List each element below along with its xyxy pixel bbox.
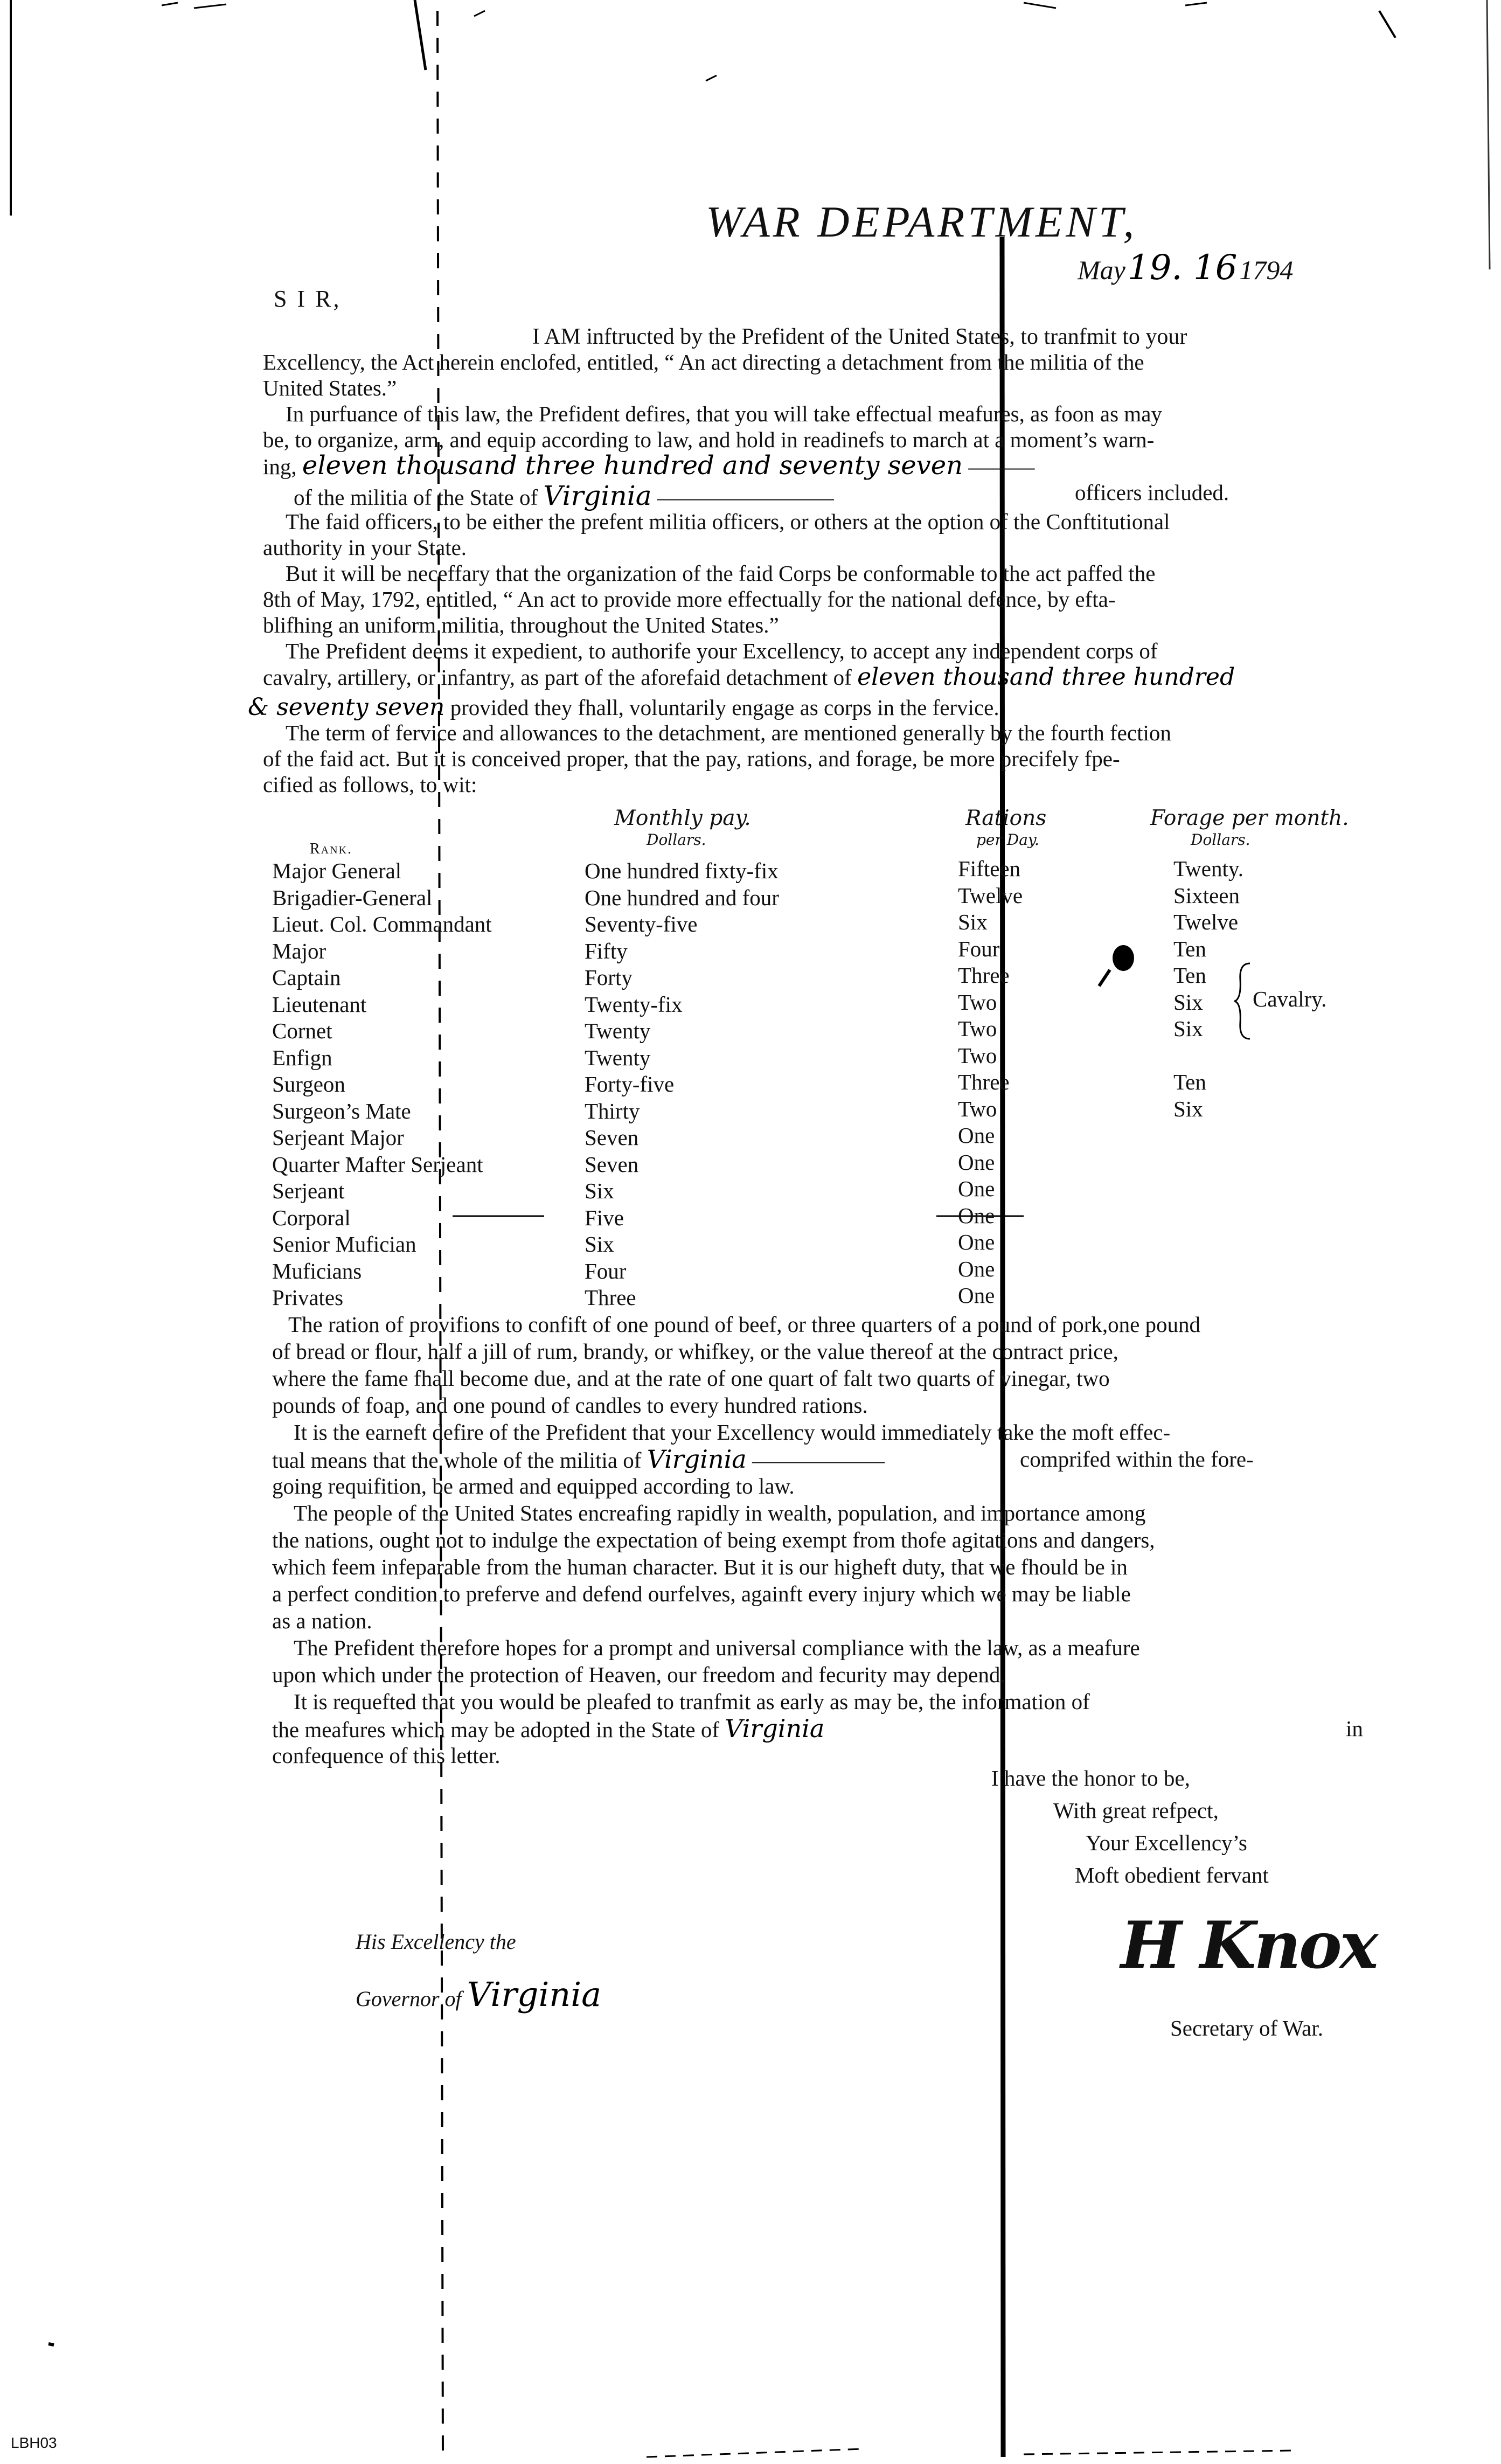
date-year: 1794 — [1239, 255, 1294, 285]
forage-cell — [1173, 1043, 1243, 1070]
rank-cell: Major General — [272, 858, 402, 883]
rank-cell: Muficians — [272, 1258, 362, 1283]
body-line-10: But it will be neceffary that the organization of the faid Corps be conformable to the act paffed the — [286, 561, 1156, 586]
rank-cell: Serjeant — [272, 1178, 345, 1203]
header-monthly-pay: Monthly pay. — [614, 806, 751, 830]
rations-cell: Three — [958, 963, 1010, 988]
body-line-14-lead: cavalry, artillery, or infantry, as part of the aforefaid detachment of — [263, 665, 852, 690]
rations-cell: Two — [958, 1096, 997, 1121]
rank-cell: Serjeant Major — [272, 1125, 404, 1150]
closing-line-11: a perfect condition to preferve and defend ourfelves, againft every injury which we may be liable — [272, 1581, 1131, 1606]
closing-line-7: going requifition, be armed and equipped according to law. — [272, 1474, 795, 1498]
monthly-cell: Seventy-five — [585, 912, 698, 936]
signoff-3: Your Excellency’s — [1086, 1830, 1247, 1855]
closing-line-5: It is the earneft defire of the Prefident that your Excellency would immediately take the moft effec- — [294, 1420, 1171, 1445]
forage-cell: Six — [1173, 989, 1203, 1015]
rations-cell: Three — [958, 1070, 1010, 1094]
rank-cell: Captain — [272, 965, 341, 990]
monthly-cell: Three — [585, 1285, 636, 1310]
rations-cell: Fifteen — [958, 856, 1021, 881]
rank-cell: Surgeon — [272, 1072, 345, 1096]
body-line-13: The Prefident deems it expedient, to authorife your Excellency, to accept any independent corps of — [286, 638, 1158, 663]
rank-cell: Brigadier-General — [272, 885, 433, 910]
body-line-12: blifhing an uniform militia, throughout the United States.” — [263, 613, 779, 637]
monthly-cell: Five — [585, 1205, 624, 1230]
archive-code: LBH03 — [11, 2434, 57, 2451]
monthly-cell: Forty-five — [585, 1072, 675, 1096]
rank-cell: Privates — [272, 1285, 344, 1310]
handwritten-number: eleven thousand three hundred and seventy seven — [302, 450, 963, 481]
date-handwritten-day: 19. 16 — [1127, 248, 1238, 288]
closing-line-16-lead: the meafures which may be adopted in the State of — [272, 1717, 719, 1742]
date-line — [1078, 248, 1293, 288]
closing-line-16 — [272, 1716, 824, 1743]
body-line-7b: officers included. — [1075, 480, 1229, 505]
body-line-4: In purfuance of this law, the Prefident defires, that you will take effectual meafures, as foon as may — [286, 401, 1162, 426]
rank-cell: Major — [272, 938, 326, 963]
body-line-15-text: provided they fhall, voluntarily engage as corps in the fervice. — [450, 695, 999, 720]
forage-cell: Ten — [1173, 963, 1206, 988]
closing-line-8: The people of the United States encreafing rapidly in wealth, population, and importance among — [294, 1501, 1146, 1525]
date-month: May — [1078, 255, 1125, 285]
handwritten-state-4: Virginia — [467, 1975, 602, 2014]
body-line-8: The faid officers, to be either the prefent militia officers, or others at the option of the Conftitutional — [286, 509, 1170, 534]
body-line-6 — [263, 450, 1035, 481]
body-line-17: of the faid act. But it is conceived proper, that the pay, rations, and forage, be more precifely fpe- — [263, 746, 1120, 771]
rank-cell: Quarter Mafter Serjeant — [272, 1151, 483, 1177]
handwritten-number-2b: & seventy seven — [248, 693, 445, 721]
rank-cell: Cornet — [272, 1018, 332, 1043]
forage-cell: Ten — [1173, 936, 1206, 961]
signoff-1: I have the honor to be, — [991, 1766, 1190, 1790]
handwritten-state-2: Virginia — [647, 1445, 747, 1474]
signature: H Knox — [1121, 1907, 1377, 1983]
forage-cell: Sixteen — [1173, 883, 1240, 908]
rations-cell: One — [958, 1123, 995, 1148]
closing-line-1: The ration of provifions to confift of one pound of beef, or three quarters of a pound of pork,one pound — [288, 1312, 1201, 1337]
header-forage: Forage per month. — [1150, 806, 1349, 830]
body-line-7 — [294, 480, 834, 511]
monthly-cell: One hundred fixty-fix — [585, 858, 779, 883]
addressee-line-1: His Excellency the — [356, 1929, 516, 1954]
rations-column — [958, 856, 1023, 1309]
rank-cell: Lieutenant — [272, 991, 367, 1017]
header-rations: Rations — [965, 806, 1047, 830]
body-line-7-lead: of the militia of the State of — [294, 485, 538, 510]
forage-cell: Six — [1173, 1096, 1203, 1121]
drop-cap-line: I AM inftructed by the Prefident of the United States, to tranfmit to your — [532, 324, 1187, 349]
rank-cell: Lieut. Col. Commandant — [272, 912, 492, 936]
closing-line-6b: comprifed within the fore- — [1020, 1447, 1254, 1472]
dash-rule-3: —————— — [752, 1448, 885, 1473]
monthly-cell: Forty — [585, 965, 633, 990]
closing-line-12: as a nation. — [272, 1608, 372, 1633]
header-rank: Rank. — [310, 841, 353, 857]
closing-line-13: The Prefident therefore hopes for a prompt and universal compliance with the law, as a meafure — [294, 1635, 1140, 1660]
rations-cell: Four — [958, 936, 1000, 961]
forage-cell: Ten — [1173, 1070, 1206, 1094]
monthly-cell: One hundred and four — [585, 885, 779, 910]
monthly-cell: Twenty — [585, 1045, 651, 1070]
rations-cell: Six — [958, 910, 988, 934]
monthly-cell: Fifty — [585, 938, 628, 963]
body-line-18: cified as follows, to wit: — [263, 772, 477, 797]
handwritten-number-2a: eleven thousand three hundred — [857, 663, 1235, 691]
closing-line-17: confequence of this letter. — [272, 1743, 501, 1768]
rank-column — [272, 858, 492, 1311]
rations-cell: Two — [958, 989, 997, 1015]
closing-line-10: which feem infeparable from the human character. But it is our higheft duty, that we fhould be in — [272, 1554, 1128, 1579]
rations-cell: Twelve — [958, 883, 1023, 908]
header-monthly-unit: Dollars. — [647, 831, 706, 849]
monthly-cell: Seven — [585, 1125, 639, 1150]
body-line-15 — [248, 694, 999, 721]
forage-cell: Twenty. — [1173, 856, 1243, 881]
monthly-cell: Six — [585, 1232, 614, 1257]
rations-cell: One — [958, 1149, 995, 1175]
addressee-line-2 — [356, 1975, 601, 2014]
closing-line-2: of bread or flour, half a jill of rum, brandy, or whifkey, or the value thereof at the contract price, — [272, 1339, 1118, 1364]
body-line-14 — [263, 664, 1235, 691]
body-line-1 — [532, 323, 1187, 350]
signature-title: Secretary of War. — [1170, 2016, 1323, 2040]
closing-line-15: It is requefted that you would be pleafed to tranfmit as early as may be, the information of — [294, 1689, 1090, 1714]
rank-cell: Enfign — [272, 1045, 332, 1070]
body-line-2: Excellency, the Act herein enclofed, entitled, “ An act directing a detachment from the militia of the — [263, 350, 1144, 374]
body-line-3: United States.” — [263, 376, 397, 400]
header-forage-unit: Dollars. — [1191, 831, 1250, 849]
monthly-cell: Six — [585, 1178, 614, 1203]
monthly-cell: Twenty-fix — [585, 991, 683, 1017]
monthly-cell: Four — [585, 1258, 627, 1283]
closing-line-14: upon which under the protection of Heaven, our freedom and fecurity may depend. — [272, 1662, 1006, 1687]
monthly-pay-column — [585, 858, 779, 1311]
rank-cell: Surgeon’s Mate — [272, 1098, 411, 1123]
handwritten-state: Virginia — [543, 480, 652, 511]
rank-cell: Corporal — [272, 1205, 351, 1230]
rations-cell: One — [958, 1230, 995, 1254]
body-line-11: 8th of May, 1792, entitled, “ An act to provide more effectually for the national defence, by efta- — [263, 587, 1116, 612]
rations-cell: Two — [958, 1043, 997, 1068]
salutation: S I R, — [274, 286, 342, 312]
body-line-5: be, to organize, arm, and equip according to law, and hold in readinefs to march at a moment’s warn- — [263, 427, 1155, 452]
cavalry-label: Cavalry. — [1253, 987, 1327, 1011]
closing-line-4: pounds of foap, and one pound of candles to every hundred rations. — [272, 1393, 868, 1418]
header-rations-unit: per Day. — [976, 831, 1039, 849]
monthly-cell: Thirty — [585, 1098, 640, 1123]
rations-cell: One — [958, 1256, 995, 1281]
rank-cell: Senior Mufician — [272, 1232, 416, 1257]
signoff-2: With great refpect, — [1053, 1798, 1219, 1823]
dash-rule: ——— — [968, 454, 1035, 479]
body-line-9: authority in your State. — [263, 535, 467, 560]
closing-line-9: the nations, ought not to indulge the expectation of being exempt from thofe agitations and dangers, — [272, 1528, 1155, 1552]
monthly-cell: Seven — [585, 1151, 639, 1177]
body-line-6-lead: ing, — [263, 454, 297, 479]
addressee-governor: Governor of — [356, 1987, 462, 2011]
letterhead-title: WAR DEPARTMENT, — [706, 197, 1137, 246]
dash-rule-2: ———————— — [657, 485, 834, 510]
monthly-cell: Twenty — [585, 1018, 651, 1043]
forage-column — [1173, 856, 1243, 1122]
rations-cell: One — [958, 1203, 995, 1228]
handwritten-state-3: Virginia — [725, 1714, 825, 1743]
forage-cell: Twelve — [1173, 910, 1239, 934]
cavalry-brace — [1234, 961, 1255, 1042]
signoff-4: Moft obedient fervant — [1075, 1863, 1269, 1887]
forage-cell: Six — [1173, 1016, 1203, 1041]
closing-line-16b: in — [1346, 1716, 1363, 1741]
rations-cell: Two — [958, 1016, 997, 1041]
closing-line-6 — [272, 1446, 885, 1474]
closing-line-3: where the fame fhall become due, and at the rate of one quart of falt two quarts of vinegar, two — [272, 1366, 1110, 1391]
closing-line-6-lead: tual means that the whole of the militia of — [272, 1448, 642, 1473]
rations-cell: One — [958, 1283, 995, 1308]
rations-cell: One — [958, 1176, 995, 1201]
body-line-16: The term of fervice and allowances to the detachment, are mentioned generally by the fourth fection — [286, 720, 1171, 745]
